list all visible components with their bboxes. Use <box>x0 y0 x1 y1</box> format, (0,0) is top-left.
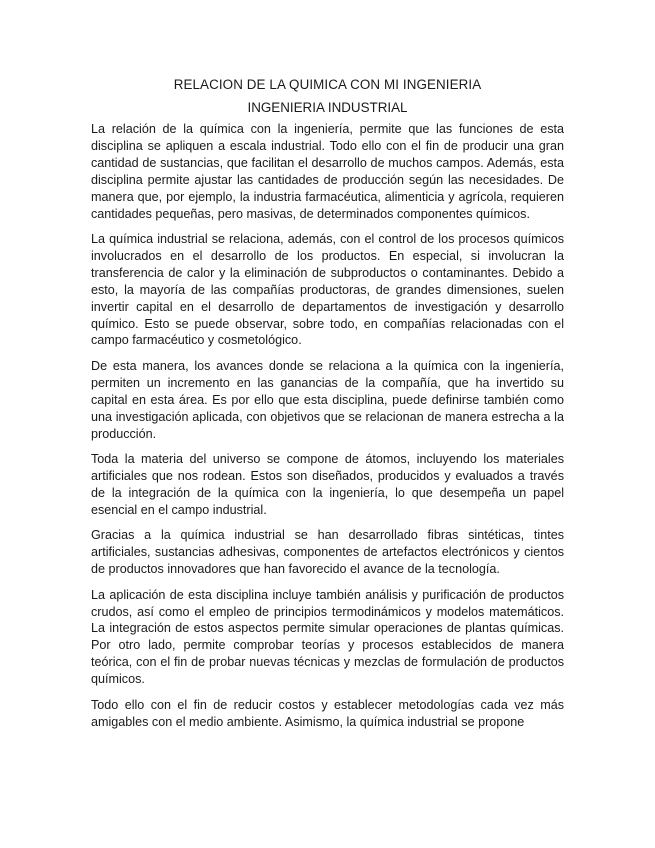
paragraph-1: La relación de la química con la ingeniería, permite que las funciones de esta disciplina se apliquen a escala industrial. Todo ello con el fin de producir una gran cantidad de sustancias, que facilitan el desarrollo de muchos campos. Además, esta disciplina permite ajustar las cantidades de producción según las necesidades. De manera que, por ejemplo, la industria farmacéutica, alimenticia y agrícola, requieren cantidades pequeñas, pero masivas, de determinados componentes químicos. <box>91 122 564 221</box>
paragraph-5: Gracias a la química industrial se han desarrollado fibras sintéticas, tintes artificiales, sustancias adhesivas, componentes de artefactos electrónicos y cientos de productos innovadores que han favorecido el avance de la tecnología. <box>91 528 564 577</box>
document-subtitle: INGENIERIA INDUSTRIAL <box>247 100 408 115</box>
document-title: RELACION DE LA QUIMICA CON MI INGENIERIA <box>173 77 482 92</box>
paragraph-4: Toda la materia del universo se compone de átomos, incluyendo los materiales artificiales que nos rodean. Estos son diseñados, producidos y evaluados a través de la integración de la química con la ingeniería, lo que desempeña un papel esencial en el campo industrial. <box>91 452 564 517</box>
document-body <box>91 76 564 739</box>
paragraph-2: La química industrial se relaciona, además, con el control de los procesos químicos involucrados en el desarrollo de los productos. En especial, si involucran la transferencia de calor y la eliminación de subproductos o contaminantes. Debido a esto, la mayoría de las compañías productoras, de grandes dimensiones, suelen invertir capital en el desarrollo de departamentos de investigación y desarrollo químico. Esto se puede observar, sobre todo, en compañías relacionadas con el campo farmacéutico y cosmetológico. <box>91 232 564 348</box>
paragraph-6: La aplicación de esta disciplina incluye también análisis y purificación de productos crudos, así como el empleo de principios termodinámicos y modelos matemáticos. La integración de estos aspectos permite simular operaciones de plantas químicas. Por otro lado, permite comprobar teorías y procesos establecidos de manera teórica, con el fin de probar nuevas técnicas y mezclas de formulación de productos químicos. <box>91 587 564 687</box>
paragraph-3: De esta manera, los avances donde se relaciona a la química con la ingeniería, permiten un incremento en las ganancias de la compañía, que ha invertido su capital en esta área. Es por ello que esta disciplina, puede definirse también como una investigación aplicada, con objetivos que se relacionan de manera estrecha a la producción. <box>91 358 564 441</box>
paragraph-7: Todo ello con el fin de reducir costos y establecer metodologías cada vez más amigables con el medio ambiente. Asimismo, la química industrial se propone <box>91 697 564 729</box>
